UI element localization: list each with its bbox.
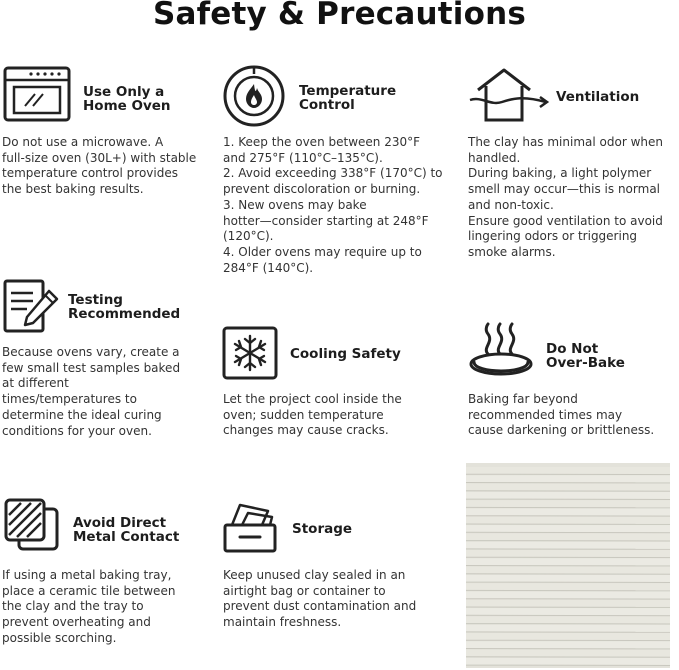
clay-sheet <box>466 608 670 615</box>
clay-sheet <box>466 592 670 599</box>
clay-sheet <box>466 575 670 582</box>
cooling-text <box>223 392 402 439</box>
metal-text-line: the clay and the tray to <box>2 599 144 614</box>
testing-text-line: at different <box>2 376 69 391</box>
clay-sheet <box>466 600 670 607</box>
clay-sheet <box>466 467 670 474</box>
clay-sheet <box>466 625 670 632</box>
overbake-heading-line: Over-Bake <box>546 355 625 371</box>
testing-heading-line: Testing <box>68 292 123 308</box>
temperature-heading <box>299 84 396 112</box>
testing-heading-line: Recommended <box>68 306 181 322</box>
testing-text-line: few small test samples baked <box>2 360 181 375</box>
oven-heading-line: Use Only a <box>83 84 165 100</box>
snowflake-icon <box>222 326 278 380</box>
ventilation-text-line: The clay has minimal odor when <box>468 135 663 149</box>
temperature-text-line: prevent discoloration or burning. <box>223 182 421 197</box>
clay-sheets-photo <box>466 463 670 668</box>
temperature-text-line: hotter—consider starting at 248°F <box>223 213 429 228</box>
temperature-text-line: 2. Avoid exceeding 338°F (170°C) to <box>223 166 443 181</box>
clay-sheet <box>466 533 670 540</box>
clay-sheet <box>466 641 670 648</box>
house-airflow-icon <box>468 66 550 124</box>
cooling-heading-line: Cooling Safety <box>290 346 401 362</box>
testing-text-line: Because ovens vary, create a <box>2 345 180 359</box>
oven-text-line: the best baking results. <box>2 182 144 197</box>
cooling-text-line: oven; sudden temperature <box>223 407 384 422</box>
metal-heading <box>73 516 179 544</box>
metal-heading-line: Metal Contact <box>73 529 180 545</box>
testing-heading <box>68 293 180 321</box>
clay-sheet <box>466 658 670 665</box>
clay-sheet <box>466 633 670 640</box>
flame-thermostat-icon <box>222 64 286 128</box>
storage-text-line: airtight bag or container to <box>223 583 386 598</box>
temperature-text-line: 4. Older ovens may require up to <box>223 244 422 259</box>
clay-sheet <box>466 525 670 532</box>
metal-text-line: If using a metal baking tray, <box>2 568 172 582</box>
temperature-text-line: (120°C). <box>223 229 274 244</box>
clay-sheet <box>466 550 670 557</box>
storage-box-icon <box>222 499 278 553</box>
metal-text <box>2 568 175 647</box>
cooling-text-line: changes may cause cracks. <box>223 423 389 438</box>
clay-sheet <box>466 484 670 491</box>
clay-sheet <box>466 650 670 657</box>
metal-heading-line: Avoid Direct <box>73 515 167 531</box>
overbake-text-line: recommended times may <box>468 407 623 422</box>
oven-heading-line: Home Oven <box>83 98 171 114</box>
temperature-text-line: and 275°F (110°C–135°C). <box>223 150 383 165</box>
temperature-text-line: 1. Keep the oven between 230°F <box>223 135 420 149</box>
testing-text <box>2 345 180 439</box>
oven-icon <box>3 66 71 122</box>
cooling-text-line: Let the project cool inside the <box>223 392 402 406</box>
temperature-text-line: 284°F (140°C). <box>223 260 314 275</box>
oven-text-line: full-size oven (30L+) with stable <box>2 150 197 165</box>
storage-heading-line: Storage <box>292 521 353 537</box>
temperature-heading-line: Temperature <box>299 83 397 99</box>
ventilation-text-line: smoke alarms. <box>468 244 556 259</box>
temperature-text-line: 3. New ovens may bake <box>223 197 367 212</box>
metal-tray-icon <box>3 497 61 553</box>
oven-text-line: temperature control provides <box>2 166 178 181</box>
overbake-heading <box>546 342 625 370</box>
storage-text-line: maintain freshness. <box>223 615 342 630</box>
clay-sheet <box>466 475 670 482</box>
storage-heading <box>292 522 352 536</box>
oven-heading <box>83 85 171 113</box>
steam-bowl-icon <box>468 320 534 382</box>
clay-sheet <box>466 517 670 524</box>
page-title: Safety & Precautions <box>152 0 527 32</box>
clay-sheet <box>466 583 670 590</box>
cooling-heading <box>290 347 401 361</box>
overbake-text-line: Baking far beyond <box>468 392 578 406</box>
ventilation-heading-line: Ventilation <box>556 89 640 105</box>
temperature-heading-line: Control <box>299 97 355 113</box>
overbake-text-line: cause darkening or brittleness. <box>468 423 655 438</box>
overbake-text <box>468 392 654 439</box>
testing-text-line: conditions for your oven. <box>2 423 152 438</box>
clay-sheet <box>466 509 670 516</box>
ventilation-text-line: During baking, a light polymer <box>468 166 652 181</box>
ventilation-text-line: and non-toxic. <box>468 197 554 212</box>
ventilation-text-line: lingering odors or triggering <box>468 229 638 244</box>
temperature-text <box>223 135 443 276</box>
clay-sheet <box>466 500 670 507</box>
metal-text-line: prevent overheating and <box>2 615 151 630</box>
clay-sheet <box>466 558 670 565</box>
checklist-pencil-icon <box>3 279 59 333</box>
metal-text-line: possible scorching. <box>2 630 117 645</box>
storage-text <box>223 568 416 631</box>
clay-sheet <box>466 567 670 574</box>
metal-text-line: place a ceramic tile between <box>2 583 176 598</box>
storage-text-line: Keep unused clay sealed in an <box>223 568 406 582</box>
storage-text-line: prevent dust contamination and <box>223 599 417 614</box>
ventilation-text <box>468 135 663 261</box>
testing-text-line: determine the ideal curing <box>2 407 162 422</box>
ventilation-text-line: smell may occur—this is normal <box>468 182 660 197</box>
testing-text-line: times/temperatures to <box>2 392 137 407</box>
ventilation-heading <box>556 90 639 104</box>
clay-sheet <box>466 616 670 623</box>
clay-sheet <box>466 492 670 499</box>
clay-sheet <box>466 542 670 549</box>
ventilation-text-line: Ensure good ventilation to avoid <box>468 213 663 228</box>
overbake-heading-line: Do Not <box>546 341 599 357</box>
ventilation-text-line: handled. <box>468 150 521 165</box>
oven-text-line: Do not use a microwave. A <box>2 135 164 149</box>
oven-text <box>2 135 196 198</box>
